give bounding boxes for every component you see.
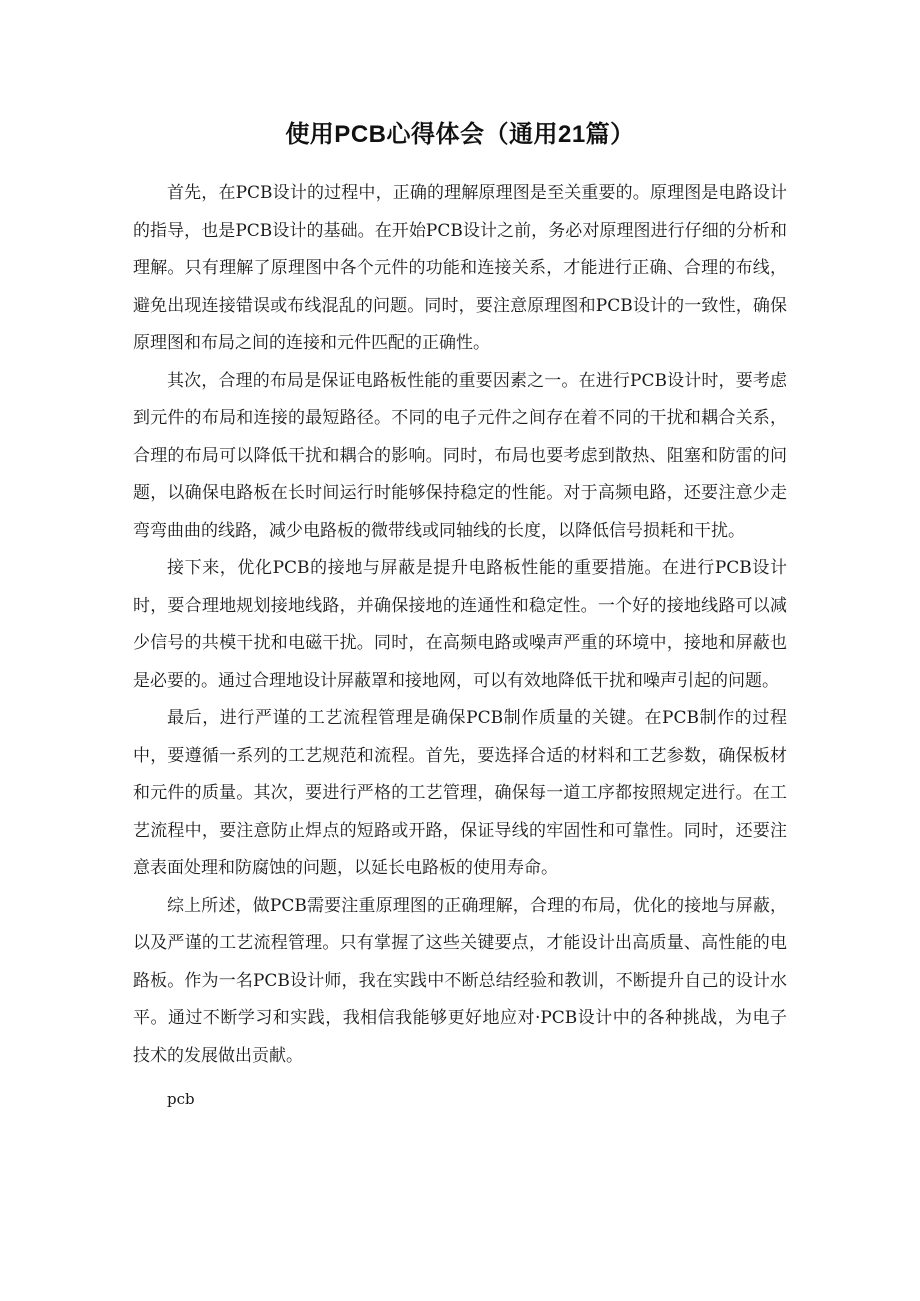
- trailing-tag: pcb: [167, 1090, 195, 1108]
- paragraph-4: 最后，进行严谨的工艺流程管理是确保PCB制作质量的关键。在PCB制作的过程中，要遵循一系列的工艺规范和流程。首先，要选择合适的材料和工艺参数，确保板材和元件的质量。其次，要进行严格的工艺管理，确保每一道工序都按照规定进行。在工艺流程中，要注意防止焊点的短路或开路，保证导线的牢固性和可靠性。同时，还要注意表面处理和防腐蚀的问题，以延长电路板的使用寿命。: [133, 708, 787, 878]
- paragraph-1: 首先，在PCB设计的过程中，正确的理解原理图是至关重要的。原理图是电路设计的指导，也是PCB设计的基础。在开始PCB设计之前，务必对原理图进行仔细的分析和理解。只有理解了原理图中各个元件的功能和连接关系，才能进行正确、合理的布线，避免出现连接错误或布线混乱的问题。同时，要注意原理图和PCB设计的一致性，确保原理图和布局之间的连接和元件匹配的正确性。: [133, 183, 787, 353]
- paragraph-2: 其次，合理的布局是保证电路板性能的重要因素之一。在进行PCB设计时，要考虑到元件的布局和连接的最短路径。不同的电子元件之间存在着不同的干扰和耦合关系，合理的布局可以降低干扰和耦合的影响。同时，布局也要考虑到散热、阻塞和防雷的问题，以确保电路板在长时间运行时能够保持稳定的性能。对于高频电路，还要注意少走弯弯曲曲的线路，减少电路板的微带线或同轴线的长度，以降低信号损耗和干扰。: [133, 370, 787, 541]
- paragraph-3: 接下来，优化PCB的接地与屏蔽是提升电路板性能的重要措施。在进行PCB设计时，要合理地规划接地线路，并确保接地的连通性和稳定性。一个好的接地线路可以减少信号的共模干扰和电磁干扰。同时，在高频电路或噪声严重的环境中，接地和屏蔽也是必要的。通过合理地设计屏蔽罩和接地网，可以有效地降低干扰和噪声引起的问题。: [133, 558, 787, 691]
- paragraph-5: 综上所述，做PCB需要注重原理图的正确理解，合理的布局，优化的接地与屏蔽，以及严谨的工艺流程管理。只有掌握了这些关键要点，才能设计出高质量、高性能的电路板。作为一名PCB设计师，我在实践中不断总结经验和教训，不断提升自己的设计水平。通过不断学习和实践，我相信我能够更好地应对·PCB设计中的各种挑战，为电子技术的发展做出贡献。: [133, 895, 787, 1066]
- document-body: [133, 175, 787, 1111]
- document-title: 使用PCB心得体会（通用21篇）: [285, 121, 635, 148]
